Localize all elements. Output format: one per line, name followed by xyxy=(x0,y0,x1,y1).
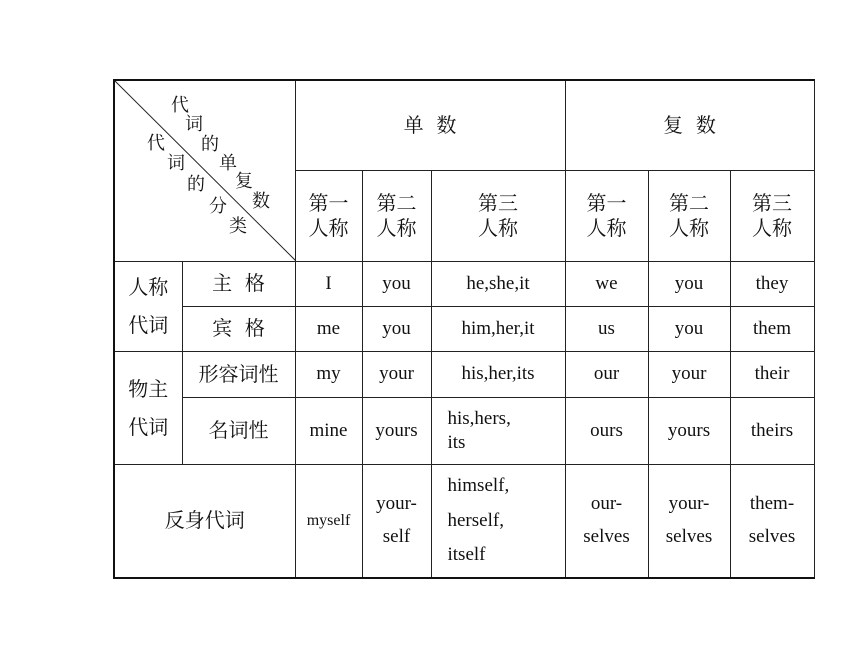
corner-top-char: 的 xyxy=(201,134,219,155)
cell-nominal-1p: ours xyxy=(565,397,648,464)
corner-bottom-char: 词 xyxy=(167,153,185,174)
cell-object-2s: you xyxy=(362,306,431,351)
group-reflexive-pronoun: 反身代词 xyxy=(114,464,295,578)
cell-line: your- xyxy=(376,493,417,515)
row-label-nominal: 名词性 xyxy=(182,397,295,464)
cell-reflexive-3s xyxy=(431,464,565,578)
group-line: 代词 xyxy=(128,414,169,439)
header-line: 第二 xyxy=(376,190,417,215)
header-line: 第一 xyxy=(308,190,349,215)
cell-reflexive-2s xyxy=(362,464,431,578)
corner-top-char: 单 xyxy=(219,153,237,174)
cell-line: herself, xyxy=(447,509,504,531)
header-singular-first-person xyxy=(295,170,362,261)
header-singular-second-person xyxy=(362,170,431,261)
corner-bottom-char: 的 xyxy=(187,174,205,195)
corner-bottom-char: 分 xyxy=(209,196,227,217)
header-plural-third-person xyxy=(730,170,814,261)
cell-line: selves xyxy=(583,525,630,547)
cell-line: itself xyxy=(447,543,486,565)
header-line: 第三 xyxy=(478,190,518,215)
cell-line: selves xyxy=(665,525,713,547)
row-label-object: 宾 格 xyxy=(182,306,295,351)
group-line: 物主 xyxy=(128,376,169,401)
cell-subject-1s: I xyxy=(295,261,362,306)
cell-line: self xyxy=(382,525,411,547)
cell-subject-3p: they xyxy=(730,261,814,306)
cell-nominal-3p: theirs xyxy=(730,397,814,464)
header-plural-first-person xyxy=(565,170,648,261)
cell-line: its xyxy=(447,431,466,453)
cell-line: our- xyxy=(590,493,623,515)
cell-subject-2p: you xyxy=(648,261,730,306)
group-possessive-pronoun xyxy=(114,351,182,464)
cell-reflexive-2p xyxy=(648,464,730,578)
header-line: 人称 xyxy=(478,215,518,240)
cell-reflexive-1p xyxy=(565,464,648,578)
header-line: 人称 xyxy=(752,215,792,240)
pronoun-table xyxy=(113,79,815,579)
header-plural-second-person xyxy=(648,170,730,261)
cell-object-3p: them xyxy=(730,306,814,351)
cell-object-2p: you xyxy=(648,306,730,351)
cell-adjective-3s: his,her,its xyxy=(431,351,565,397)
cell-object-3s: him,her,it xyxy=(431,306,565,351)
cell-adjective-2p: your xyxy=(648,351,730,397)
header-line: 第二 xyxy=(669,190,709,215)
group-personal-pronoun xyxy=(114,261,182,351)
cell-line: his,hers, xyxy=(447,407,511,429)
cell-subject-3s: he,she,it xyxy=(431,261,565,306)
cell-nominal-3s xyxy=(431,397,565,464)
cell-adjective-3p: their xyxy=(730,351,814,397)
row-label-adjective: 形容词性 xyxy=(182,351,295,397)
row-label-subject: 主 格 xyxy=(182,261,295,306)
corner-top-char: 代 xyxy=(171,95,189,116)
cell-reflexive-1s: myself xyxy=(295,464,362,578)
header-singular-third-person xyxy=(431,170,565,261)
cell-adjective-2s: your xyxy=(362,351,431,397)
group-line: 人称 xyxy=(128,275,169,299)
cell-line: them- xyxy=(749,493,795,515)
cell-nominal-2p: yours xyxy=(648,397,730,464)
cell-reflexive-3p xyxy=(730,464,814,578)
header-plural: 复 数 xyxy=(565,80,814,170)
cell-line: your- xyxy=(668,493,710,515)
cell-object-1s: me xyxy=(295,306,362,351)
corner-top-char: 词 xyxy=(185,114,203,135)
group-line: 代词 xyxy=(128,313,169,337)
header-singular: 单 数 xyxy=(295,80,565,170)
cell-adjective-1s: my xyxy=(295,351,362,397)
header-line: 人称 xyxy=(308,215,349,240)
corner-bottom-char: 代 xyxy=(147,133,165,154)
cell-line: himself, xyxy=(447,475,510,497)
header-line: 人称 xyxy=(376,215,417,240)
header-line: 第一 xyxy=(586,190,627,215)
cell-adjective-1p: our xyxy=(565,351,648,397)
cell-subject-2s: you xyxy=(362,261,431,306)
cell-subject-1p: we xyxy=(565,261,648,306)
cell-nominal-2s: yours xyxy=(362,397,431,464)
diagonal-lines xyxy=(115,81,296,263)
cell-nominal-1s: mine xyxy=(295,397,362,464)
cell-line: selves xyxy=(748,525,796,547)
cell-object-1p: us xyxy=(565,306,648,351)
header-line: 第三 xyxy=(752,190,792,215)
corner-bottom-char: 类 xyxy=(229,216,247,237)
header-line: 人称 xyxy=(669,215,709,240)
header-line: 人称 xyxy=(586,215,627,240)
corner-header-cell xyxy=(114,80,295,261)
corner-top-char: 数 xyxy=(252,191,270,212)
corner-top-char: 复 xyxy=(235,171,253,192)
